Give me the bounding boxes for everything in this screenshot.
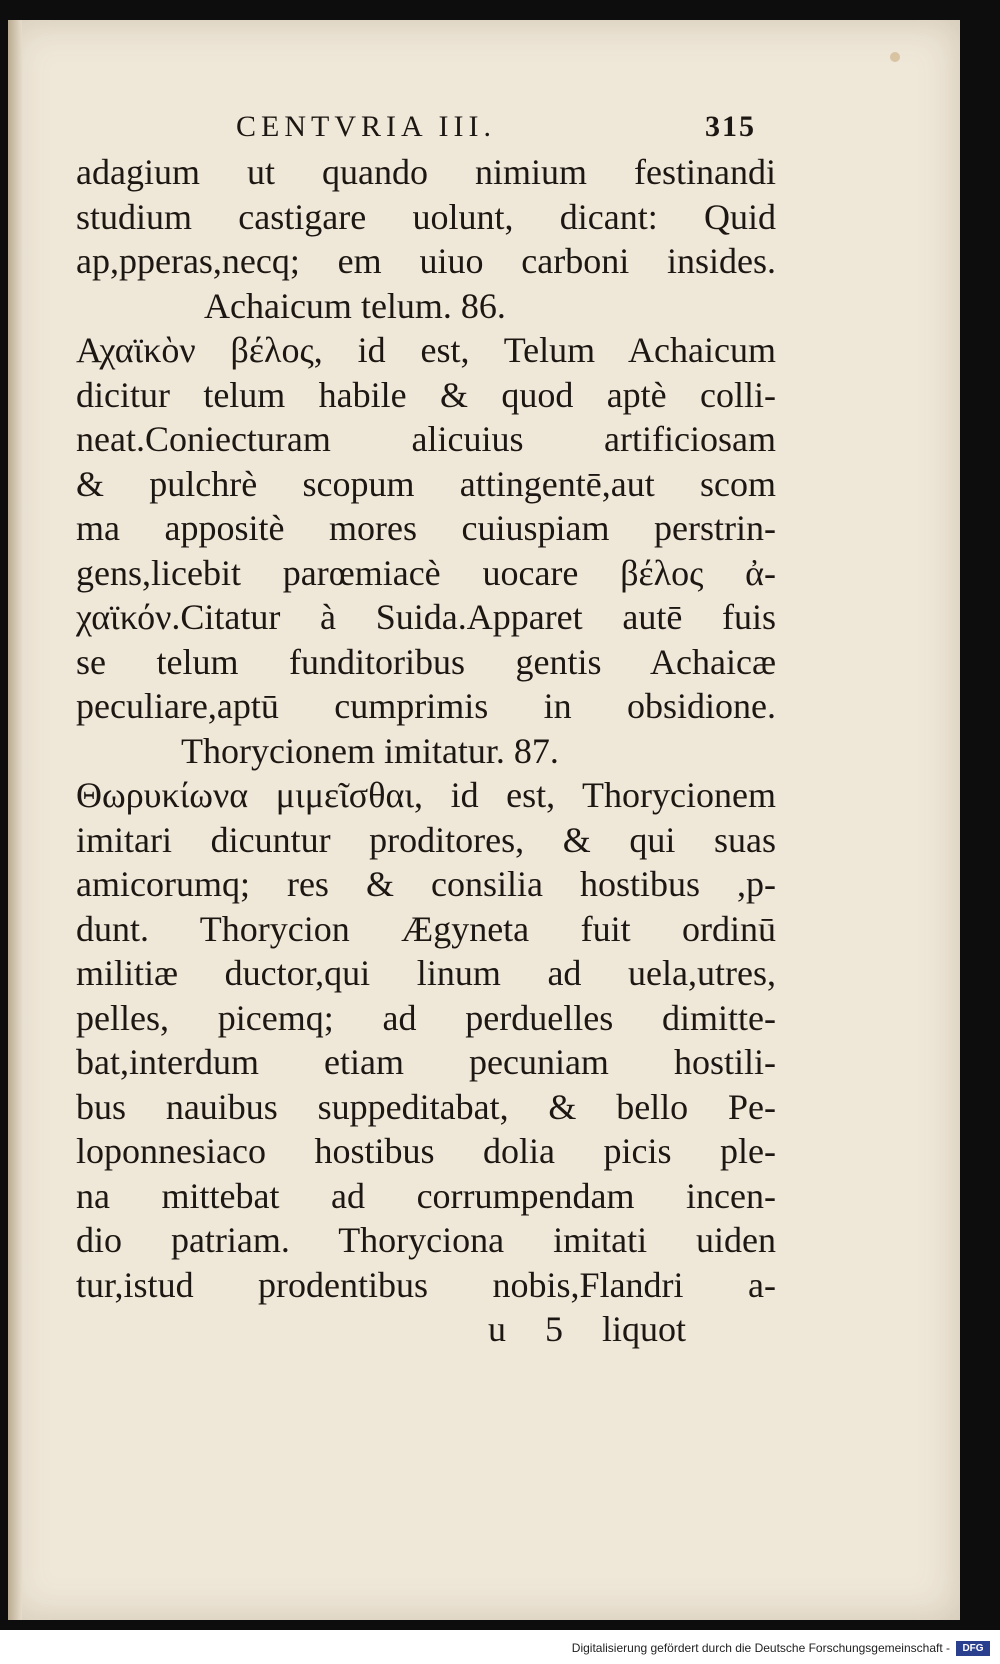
text-line: imitari dicuntur proditores, & qui suas <box>76 819 776 860</box>
text-line: na mittebat ad corrumpendam incen- <box>76 1175 776 1216</box>
text-line: dio patriam. Thoryciona imitati uiden <box>76 1220 776 1260</box>
text-line: & pulchrè scopum attingentē,aut scom <box>76 463 776 504</box>
text-line: tur,istud prodentibus nobis,Flandri a- <box>76 1264 776 1305</box>
dfg-logo: DFG <box>956 1641 990 1656</box>
text-line: dicitur telum habile & quod aptè colli- <box>76 374 776 415</box>
text-line: adagium ut quando nimium festinandi <box>76 152 776 192</box>
text-line: dunt. Thorycion Ægyneta fuit ordinū <box>76 908 776 949</box>
text-line: gens,licebit parœmiacè uocare βέλος ἀ- <box>76 552 776 593</box>
text-line: studium castigare uolunt, dicant: Quid <box>76 196 776 237</box>
page-body <box>76 150 776 1352</box>
text-line: loponnesiaco hostibus dolia picis ple- <box>76 1131 776 1171</box>
text-line: neat.Coniecturam alicuius artificiosam <box>76 419 776 459</box>
text-line: bus nauibus suppeditabat, & bello Pe- <box>76 1086 776 1127</box>
paper-stain <box>890 52 900 62</box>
text-line: se telum funditoribus gentis Achaicæ <box>76 641 776 682</box>
text-line: Θωρυκίωνα μιμεῖσθαι, id est, Thorycionem <box>76 775 776 815</box>
text-line: ap,pperas,necq; em uiuo carboni insides. <box>76 241 776 281</box>
book-page <box>8 20 960 1620</box>
adage-heading: Achaicum telum. 86. <box>204 285 506 326</box>
text-line: χαϊκόν.Citatur à Suida.Apparet autē fuis <box>76 597 776 637</box>
text-line: bat,interdum etiam pecuniam hostili- <box>76 1042 776 1082</box>
signature-catchword: u 5 liquot <box>488 1309 687 1349</box>
text-line: Αχαϊκὸν βέλος, id est, Telum Achaicum <box>76 330 776 370</box>
running-header <box>236 110 756 144</box>
page-number: 315 <box>705 110 756 143</box>
footer-bar <box>0 1630 1000 1664</box>
text-line: amicorumq; res & consilia hostibus ,p- <box>76 864 776 904</box>
text-line: pelles, picemq; ad perduelles dimitte- <box>76 997 776 1038</box>
text-line: ma appositè mores cuiuspiam perstrin- <box>76 508 776 548</box>
text-line: militiæ ductor,qui linum ad uela,utres, <box>76 953 776 993</box>
page-gutter-edge <box>8 20 22 1620</box>
running-title: CENTVRIA III. <box>236 110 496 143</box>
funding-credit: Digitalisierung gefördert durch die Deutsche Forschungsgemeinschaft - <box>571 1641 950 1655</box>
adage-heading: Thorycionem imitatur. 87. <box>181 730 559 771</box>
text-line: peculiare,aptū cumprimis in obsidione. <box>76 686 776 726</box>
